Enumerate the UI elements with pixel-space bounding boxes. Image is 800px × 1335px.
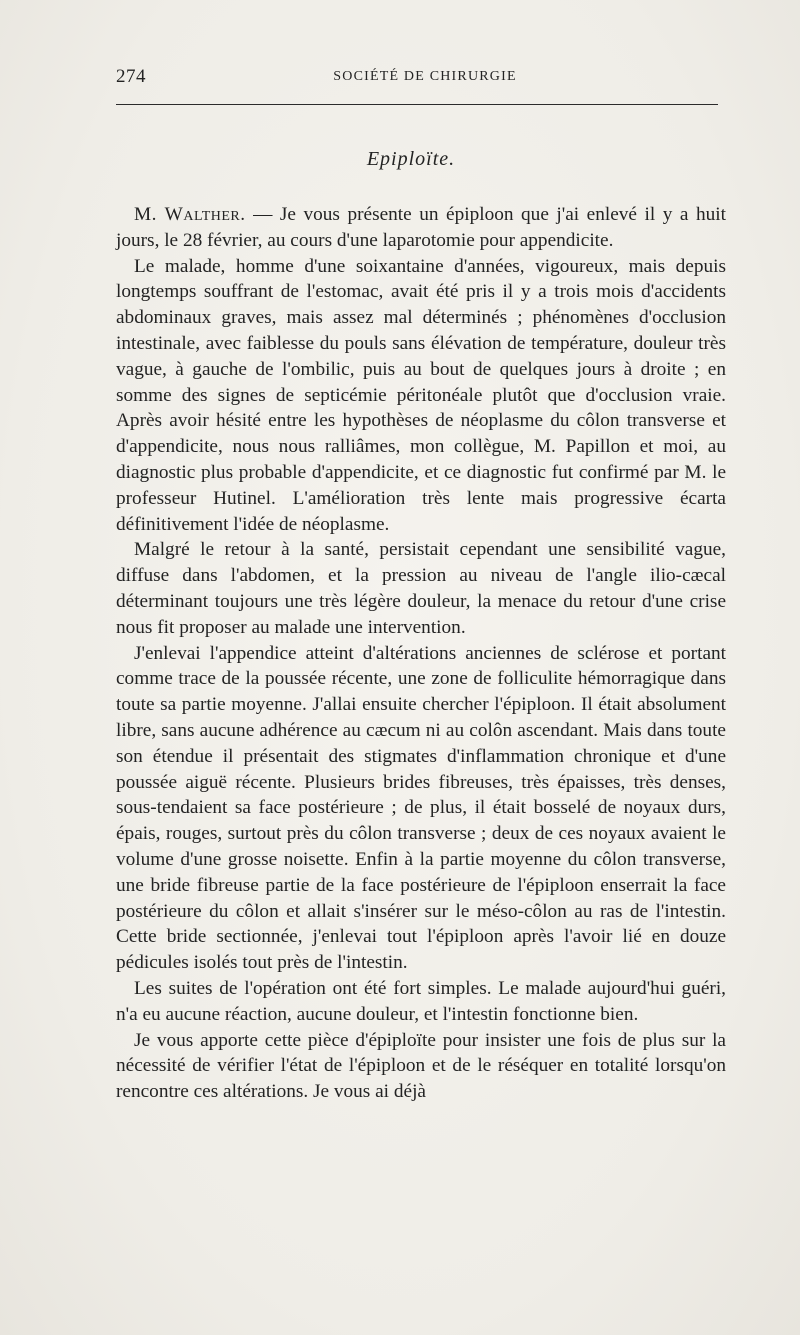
paragraph-5: Les suites de l'opération ont été fort simples. Le malade aujourd'hui guéri, n'a eu aucune réaction, aucune douleur, et l'intestin fonctionne bien.	[116, 977, 726, 1025]
running-title: SOCIÉTÉ DE CHIRURGIE	[333, 69, 517, 84]
section-title: Epiploïte.	[366, 148, 456, 170]
paragraph-1-text: — Je vous présente un épiploon que j'ai enlevé il y a huit jours, le 28 février, au cours d'une laparotomie pour appendicite.	[116, 204, 726, 251]
paragraph-1	[116, 202, 726, 254]
speaker-name: M. Walther.	[134, 204, 246, 225]
body-text	[116, 202, 726, 1105]
paragraph-6: Je vous apporte cette pièce d'épiploïte pour insister une fois de plus sur la nécessité de vérifier l'état de l'épiploon et de le réséquer en totalité lorsqu'on rencontre ces altérations. Je vous ai déjà	[116, 1029, 726, 1103]
paragraph-4: J'enlevai l'appendice atteint d'altérations anciennes de sclérose et portant comme trace de la poussée récente, une zone de folliculite hémorragique dans toute sa partie moyenne. J'allai ensuite chercher l'épiploon. Il était absolument libre, sans aucune adhérence au cæcum ni au colôn ascendant. Mais dans toute son étendue il présentait des stigmates d'inflammation chronique et d'une poussée aiguë récente. Plusieurs brides fibreuses, très épaisses, très denses, sous-tendaient sa face postérieure ; de plus, il était bosselé de noyaux durs, épais, rouges, surtout près du côlon transverse ; deux de ces noyaux avaient le volume d'une grosse noisette. Enfin à la partie moyenne du côlon transverse, une bride fibreuse partie de la face postérieure de l'épiploon enserrait la face postérieure du côlon et allait s'insérer sur le méso-côlon au ras de l'intestin. Cette bride sectionnée, j'enlevai tout l'épiploon après l'avoir lié en douze pédicules isolés tout près de l'intestin.	[116, 642, 726, 974]
page-number: 274	[116, 66, 146, 87]
page-header	[116, 66, 718, 96]
paragraph-2: Le malade, homme d'une soixantaine d'années, vigoureux, mais depuis longtemps souffrant de l'estomac, avait été pris il y a trois mois d'accidents abdominaux graves, mais assez mal déterminés ; phénomènes d'occlusion intestinale, avec faiblesse du pouls sans élévation de température, douleur très vague, à gauche de l'ombilic, puis au bout de quelques jours à droite ; en somme des signes de septicémie péritonéale plutôt que d'occlusion vraie. Après avoir hésité entre les hypothèses de néoplasme du côlon transverse et d'appendicite, nous nous ralliâmes, mon collègue, M. Papillon et moi, au diagnostic plus probable d'appendicite, et ce diagnostic fut confirmé par M. le professeur Hutinel. L'amélioration très lente mais progressive écarta définitivement l'idée de néoplasme.	[116, 255, 726, 535]
header-rule	[116, 104, 718, 105]
paragraph-3: Malgré le retour à la santé, persistait cependant une sensibilité vague, diffuse dans l'abdomen, et la pression au niveau de l'angle ilio-cæcal déterminant toujours une très légère douleur, la menace du retour d'une crise nous fit proposer au malade une intervention.	[116, 539, 726, 638]
